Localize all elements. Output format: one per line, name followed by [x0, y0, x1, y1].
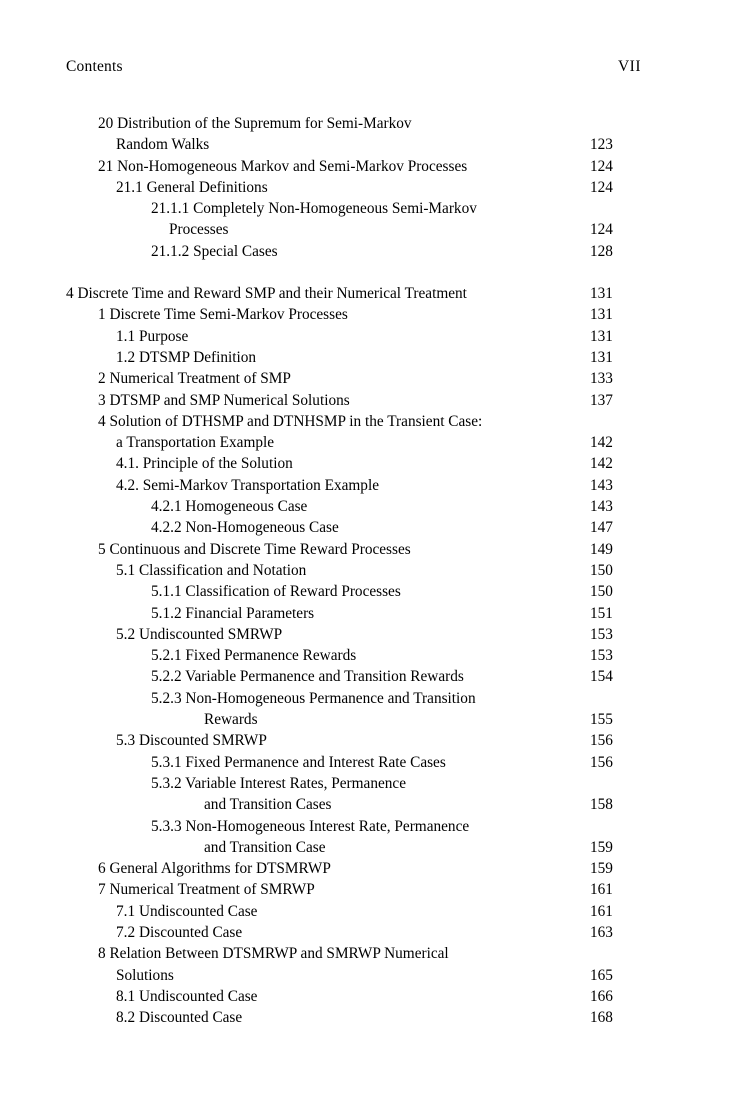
toc-entry-page-number: 150: [590, 561, 613, 579]
toc-entry-page-number: 124: [590, 157, 613, 175]
toc-entry-page-number: 154: [590, 668, 613, 686]
toc-entry-page-number: 165: [590, 966, 613, 984]
toc-entry-page-number: 159: [590, 860, 613, 878]
toc-entry[interactable]: [66, 517, 636, 538]
toc-entry-label: 5.3.2 Variable Interest Rates, Permanence: [151, 774, 406, 792]
toc-entry-label: 5.1 Classification and Notation: [116, 561, 307, 579]
toc-entry-page-number: 147: [590, 519, 613, 537]
toc-entry-label: 6 General Algorithms for DTSMRWP: [98, 860, 331, 878]
toc-entry-label: 7.1 Undiscounted Case: [116, 902, 258, 920]
toc-entry-page-number: 149: [590, 540, 613, 558]
toc-entry[interactable]: [66, 475, 636, 496]
toc-entry-label: Rewards: [204, 711, 258, 729]
toc-entry[interactable]: [66, 453, 636, 474]
toc-entry[interactable]: [66, 347, 636, 368]
toc-entry-page-number: 156: [590, 753, 613, 771]
toc-entry-page-number: 143: [590, 476, 613, 494]
toc-entry[interactable]: [66, 879, 636, 900]
toc-entry-label: 5.2.3 Non-Homogeneous Permanence and Transition: [151, 689, 476, 707]
toc-entry[interactable]: [66, 965, 636, 986]
toc-entry-page-number: 156: [590, 732, 613, 750]
toc-entry-label: 5.2.1 Fixed Permanence Rewards: [151, 647, 357, 665]
toc-entry-page-number: 161: [590, 902, 613, 920]
page-header: [66, 58, 641, 76]
toc-entry[interactable]: [66, 688, 636, 709]
toc-entry-label: 5 Continuous and Discrete Time Reward Processes: [98, 540, 411, 558]
toc-entry-page-number: 159: [590, 838, 613, 856]
toc-entry[interactable]: [66, 837, 636, 858]
toc-entry[interactable]: [66, 773, 636, 794]
toc-entry-label: 21.1.1 Completely Non-Homogeneous Semi-Markov: [151, 200, 477, 218]
toc-entry[interactable]: [66, 390, 636, 411]
toc-entry[interactable]: [66, 986, 636, 1007]
header-title: Contents: [66, 58, 123, 75]
header-page-number: VII: [617, 58, 641, 75]
toc-entry[interactable]: [66, 283, 636, 304]
toc-entry[interactable]: [66, 816, 636, 837]
toc-entry-page-number: 133: [590, 370, 613, 388]
toc-entry[interactable]: [66, 496, 636, 517]
toc-entry-label: 1.1 Purpose: [116, 327, 189, 345]
toc-entry-page-number: 123: [590, 136, 613, 154]
toc-entry[interactable]: [66, 858, 636, 879]
toc-entry-page-number: 124: [590, 221, 613, 239]
toc-entry[interactable]: [66, 219, 636, 240]
toc-entry[interactable]: [66, 368, 636, 389]
toc-entry[interactable]: [66, 177, 636, 198]
toc-entry[interactable]: [66, 666, 636, 687]
toc-entry[interactable]: [66, 709, 636, 730]
toc-entry[interactable]: [66, 241, 636, 262]
toc-entry-label: Random Walks: [116, 136, 210, 154]
toc-entry-label: 8 Relation Between DTSMRWP and SMRWP Numerical: [98, 945, 449, 963]
toc-entry-page-number: 137: [590, 391, 613, 409]
toc-entry-page-number: 158: [590, 796, 613, 814]
toc-entry[interactable]: [66, 539, 636, 560]
toc-entry-page-number: 150: [590, 583, 613, 601]
toc-entry-label: 21.1 General Definitions: [116, 178, 268, 196]
toc-entry[interactable]: [66, 326, 636, 347]
section-gap: [66, 262, 636, 283]
toc-entry-label: a Transportation Example: [116, 434, 275, 452]
toc-entry[interactable]: [66, 794, 636, 815]
toc-entry[interactable]: [66, 156, 636, 177]
toc-entry[interactable]: [66, 560, 636, 581]
toc-entry[interactable]: [66, 645, 636, 666]
toc-entry-label: 3 DTSMP and SMP Numerical Solutions: [98, 391, 350, 409]
toc-entry-page-number: 166: [590, 987, 613, 1005]
toc-entry-label: 1 Discrete Time Semi-Markov Processes: [98, 306, 348, 324]
toc-entry-label: 5.2.2 Variable Permanence and Transition Rewards: [151, 668, 464, 686]
toc-entry[interactable]: [66, 603, 636, 624]
toc-entry-page-number: 168: [590, 1009, 613, 1027]
toc-entry[interactable]: [66, 624, 636, 645]
toc-entry-label: 21.1.2 Special Cases: [151, 242, 278, 260]
toc-entry-label: 7 Numerical Treatment of SMRWP: [98, 881, 315, 899]
toc-entry[interactable]: [66, 113, 636, 134]
toc-entry-page-number: 153: [590, 625, 613, 643]
toc-entry-label: and Transition Cases: [204, 796, 332, 814]
toc-entry-page-number: 143: [590, 498, 613, 516]
toc-entry-label: 5.1.1 Classification of Reward Processes: [151, 583, 401, 601]
toc-entry-label: 4 Solution of DTHSMP and DTNHSMP in the Transient Case:: [98, 412, 483, 430]
table-of-contents: [66, 113, 636, 1028]
toc-entry-label: 5.3.1 Fixed Permanence and Interest Rate Cases: [151, 753, 446, 771]
toc-entry[interactable]: [66, 432, 636, 453]
toc-entry-page-number: 153: [590, 647, 613, 665]
toc-entry-label: Solutions: [116, 966, 174, 984]
toc-entry-label: 5.2 Undiscounted SMRWP: [116, 625, 283, 643]
toc-entry[interactable]: [66, 730, 636, 751]
toc-entry-page-number: 131: [590, 348, 613, 366]
toc-entry-label: 4 Discrete Time and Reward SMP and their Numerical Treatment: [66, 285, 467, 303]
toc-entry[interactable]: [66, 581, 636, 602]
toc-entry-page-number: 142: [590, 455, 613, 473]
toc-entry-label: 8.1 Undiscounted Case: [116, 987, 258, 1005]
toc-entry-label: 4.2. Semi-Markov Transportation Example: [116, 476, 379, 494]
toc-entry-label: 5.1.2 Financial Parameters: [151, 604, 315, 622]
toc-entry[interactable]: [66, 752, 636, 773]
toc-entry-label: 8.2 Discounted Case: [116, 1009, 243, 1027]
toc-entry-label: Processes: [169, 221, 229, 239]
toc-entry[interactable]: [66, 943, 636, 964]
toc-entry-label: 7.2 Discounted Case: [116, 923, 243, 941]
toc-entry[interactable]: [66, 901, 636, 922]
toc-entry-label: 1.2 DTSMP Definition: [116, 348, 257, 366]
toc-entry-page-number: 163: [590, 923, 613, 941]
toc-entry-page-number: 142: [590, 434, 613, 452]
toc-entry-label: 4.2.1 Homogeneous Case: [151, 498, 308, 516]
toc-entry-label: and Transition Case: [204, 838, 326, 856]
toc-entry[interactable]: [66, 304, 636, 325]
toc-entry-page-number: 128: [590, 242, 613, 260]
toc-entry[interactable]: [66, 411, 636, 432]
toc-entry-page-number: 155: [590, 711, 613, 729]
toc-entry-label: 5.3 Discounted SMRWP: [116, 732, 267, 750]
toc-entry-page-number: 131: [590, 327, 613, 345]
toc-entry-page-number: 131: [590, 285, 613, 303]
toc-entry[interactable]: [66, 134, 636, 155]
toc-entry-page-number: 124: [590, 178, 613, 196]
toc-entry-label: 20 Distribution of the Supremum for Semi-Markov: [98, 115, 412, 132]
toc-entry[interactable]: [66, 1007, 636, 1028]
toc-entry-label: 5.3.3 Non-Homogeneous Interest Rate, Permanence: [151, 817, 470, 835]
toc-entry-page-number: 151: [590, 604, 613, 622]
toc-entry-label: 2 Numerical Treatment of SMP: [98, 370, 291, 388]
toc-entry[interactable]: [66, 922, 636, 943]
toc-entry-page-number: 161: [590, 881, 613, 899]
toc-entry[interactable]: [66, 198, 636, 219]
toc-entry-label: 4.1. Principle of the Solution: [116, 455, 293, 473]
toc-entry-label: 4.2.2 Non-Homogeneous Case: [151, 519, 339, 537]
toc-entry-page-number: 131: [590, 306, 613, 324]
toc-entry-label: 21 Non-Homogeneous Markov and Semi-Markov Processes: [98, 157, 468, 175]
